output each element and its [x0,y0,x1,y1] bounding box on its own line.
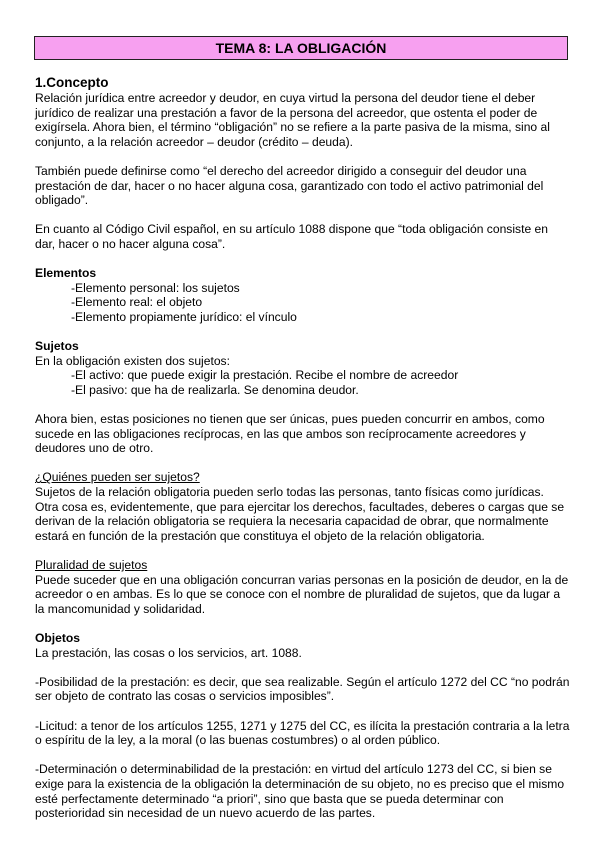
paragraph: Relación jurídica entre acreedor y deudor, en cuya virtud la persona del deudor tiene el deber jurídico de realizar una prestación a favor de la persona del acreedor, que ostenta el poder de exigírsela. Ahora bien, el término “obligación” no se refiere a la parte pasiva de la misma, sino al conjunto, a la relación acreedor – deudor (crédito – deuda). [35,91,550,149]
paragraph: Sujetos de la relación obligatoria pueden serlo todas las personas, tanto físicas como jurídicas. Otra cosa es, evidentemente, que para ejercitar los derechos, facultades, deberes o cargas que se derivan de la relación obligatoria se requiera la necesaria capacidad de obrar, que normalmente estará en función de la prestación que constituya el objeto de la relación obligatoria. [35,485,565,543]
section-heading-quienes: ¿Quiénes pueden ser sujetos? [35,470,200,485]
paragraph: Ahora bien, estas posiciones no tienen que ser únicas, pues pueden concurrir en ambos, como sucede en las obligaciones recíprocas, en las que ambos son recíprocamente acreedores y deudores uno de otro. [35,412,545,456]
paragraph: También puede definirse como “el derecho del acreedor dirigido a conseguir del deudor una prestación de dar, hacer o no hacer alguna cosa, garantizado con todo el activo patrimonial del obligado”. [35,163,544,208]
section-heading-objetos: Objetos [35,630,81,645]
paragraph: En cuanto al Código Civil español, en su artículo 1088 dispone que “toda obligación consiste en dar, hacer o no hacer alguna cosa”. [35,222,548,251]
list-item: -El activo: que puede exigir la prestación. Recibe el nombre de acreedor [71,368,459,383]
list-item: -El pasivo: que ha de realizarla. Se denomina deudor. [71,382,359,397]
paragraph: Puede suceder que en una obligación concurran varias personas en la posición de deudor, en la de acreedor o en ambas. Es lo que se conoce con el nombre de pluralidad de sujetos, que da lugar a la mancomunidad y solidaridad. [35,572,569,616]
paragraph: En la obligación existen dos sujetos: [35,353,230,368]
section-heading-concepto: 1.Concepto [35,75,109,90]
list-item: -Elemento personal: los sujetos [71,280,240,295]
section-heading-pluralidad: Pluralidad de sujetos [35,558,148,572]
list-item: -Elemento propiamente jurídico: el vínculo [71,309,297,324]
list-item: -Elemento real: el objeto [71,295,203,310]
paragraph: La prestación, las cosas o los servicios, art. 1088. [35,645,302,660]
page-title: TEMA 8: LA OBLIGACIÓN [34,36,568,60]
section-heading-sujetos: Sujetos [35,339,79,354]
paragraph: -Licitud: a tenor de los artículos 1255, 1271 y 1275 del CC, es ilícita la prestación contraria a la letra o espíritu de la ley, a la moral (o las buenas costumbres) o al orden público. [35,718,570,748]
paragraph: -Determinación o determinabilidad de la prestación: en virtud del artículo 1273 del CC, si bien se exige para la existencia de la obligación la determinación de su objeto, no es preciso que el mismo esté perfectamente determinado “a priori”, sino que basta que se pueda determinar con posterioridad sin necesidad de un nuevo acuerdo de las partes. [35,762,565,821]
document-body [35,75,570,821]
paragraph: -Posibilidad de la prestación: es decir, que sea realizable. Según el artículo 1272 del CC “no podrán ser objeto de contrato las cosas o servicios imposibles”. [35,674,570,704]
section-heading-elementos: Elementos [35,266,97,281]
